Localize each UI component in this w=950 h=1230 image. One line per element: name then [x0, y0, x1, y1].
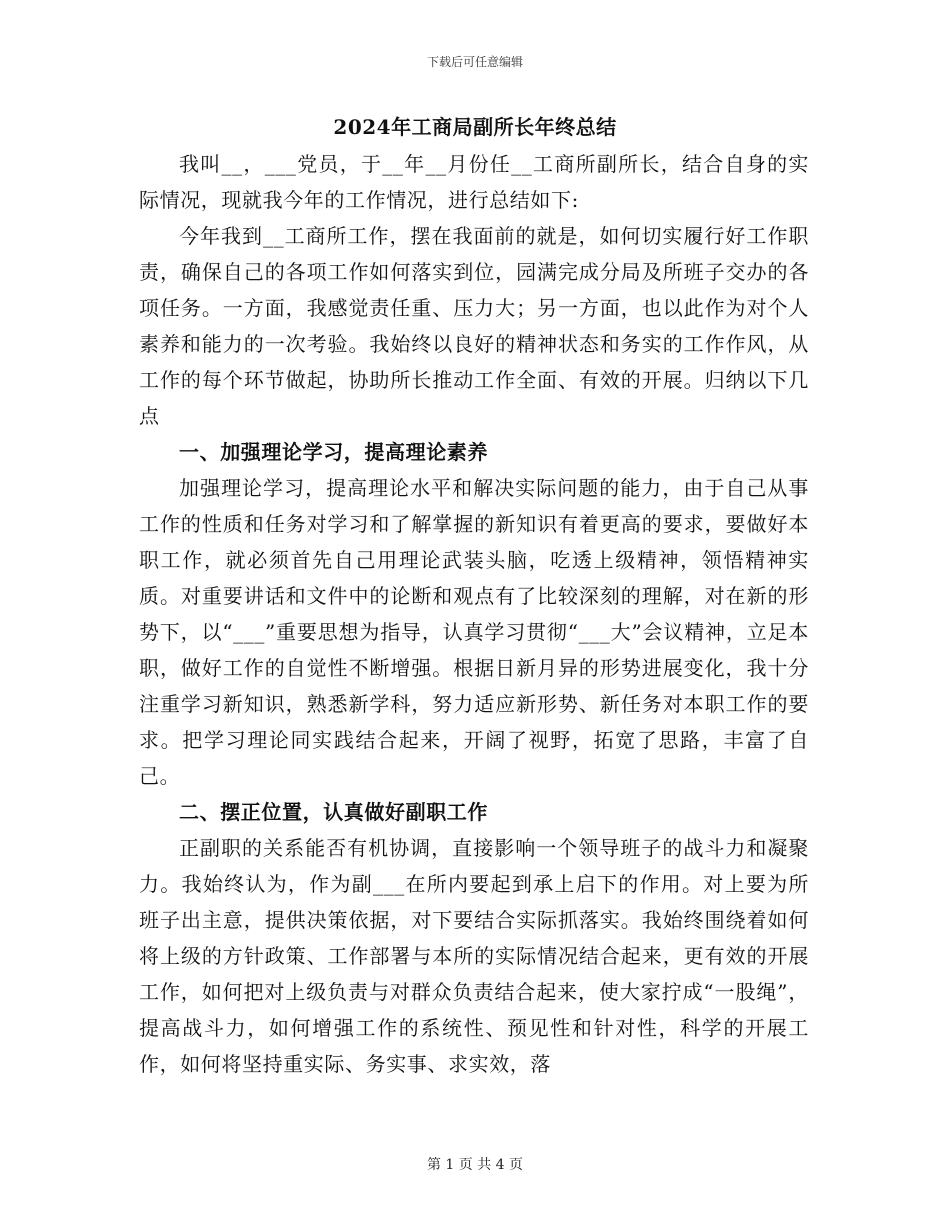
paragraph-deputy-work: 正副职的关系能否有机协调，直接影响一个领导班子的战斗力和凝聚力。我始终认为，作为副___在所内要起到承上启下的作用。对上要为所班子出主意，提供决策依据，对下要结合实际抓落实。我始终围绕着如何将上级的方针政策、工作部署与本所的实际情况结合起来，更有效的开展工作，如何把对上级负责与对群众负责结合起来，使大家拧成“一股绳”，提高战斗力，如何增强工作的系统性、预见性和针对性，科学的开展工作，如何将坚持重实际、务实事、求实效，落: [139, 836, 809, 1076]
document-title: 2024年工商局副所长年终总结: [333, 115, 617, 139]
document-body: [139, 146, 809, 1082]
paragraph-overview: 今年我到__工商所工作，摆在我面前的就是，如何切实履行好工作职责，确保自己的各项工作如何落实到位，园满完成分局及所班子交办的各项任务。一方面，我感觉责任重、压力大；另一方面，也以此作为对个人素养和能力的一次考验。我始终以良好的精神状态和务实的工作作风，从工作的每个环节做起，协助所长推动工作全面、有效的开展。归纳以下几点: [139, 224, 809, 428]
paragraph-theory-study: 加强理论学习，提高理论水平和解决实际问题的能力，由于自己从事工作的性质和任务对学习和了解掌握的新知识有着更高的要求，要做好本职工作，就必须首先自己用理论武装头脑，吃透上级精神，领悟精神实质。对重要讲话和文件中的论断和观点有了比较深刻的理解，对在新的形势下，以“___”重要思想为指导，认真学习贯彻“___大”会议精神，立足本职，做好工作的自觉性不断增强。根据日新月异的形势进展变化，我十分注重学习新知识，熟悉新学科，努力适应新形势、新任务对本职工作的要求。把学习理论同实践结合起来，开阔了视野，拓宽了思路，丰富了自己。: [139, 476, 809, 788]
paragraph-intro: 我叫__，___党员，于__年__月份任__工商所副所长，结合自身的实际情况，现就我今年的工作情况，进行总结如下:: [139, 152, 809, 212]
section-heading-2: 二、摆正位置，认真做好副职工作: [179, 800, 488, 824]
page-footer-number: 第 1 页 共 4 页: [426, 1157, 524, 1173]
section-heading-1: 一、加强理论学习，提高理论素养: [179, 440, 488, 464]
page-header-note: 下载后可任意编辑: [426, 55, 523, 69]
